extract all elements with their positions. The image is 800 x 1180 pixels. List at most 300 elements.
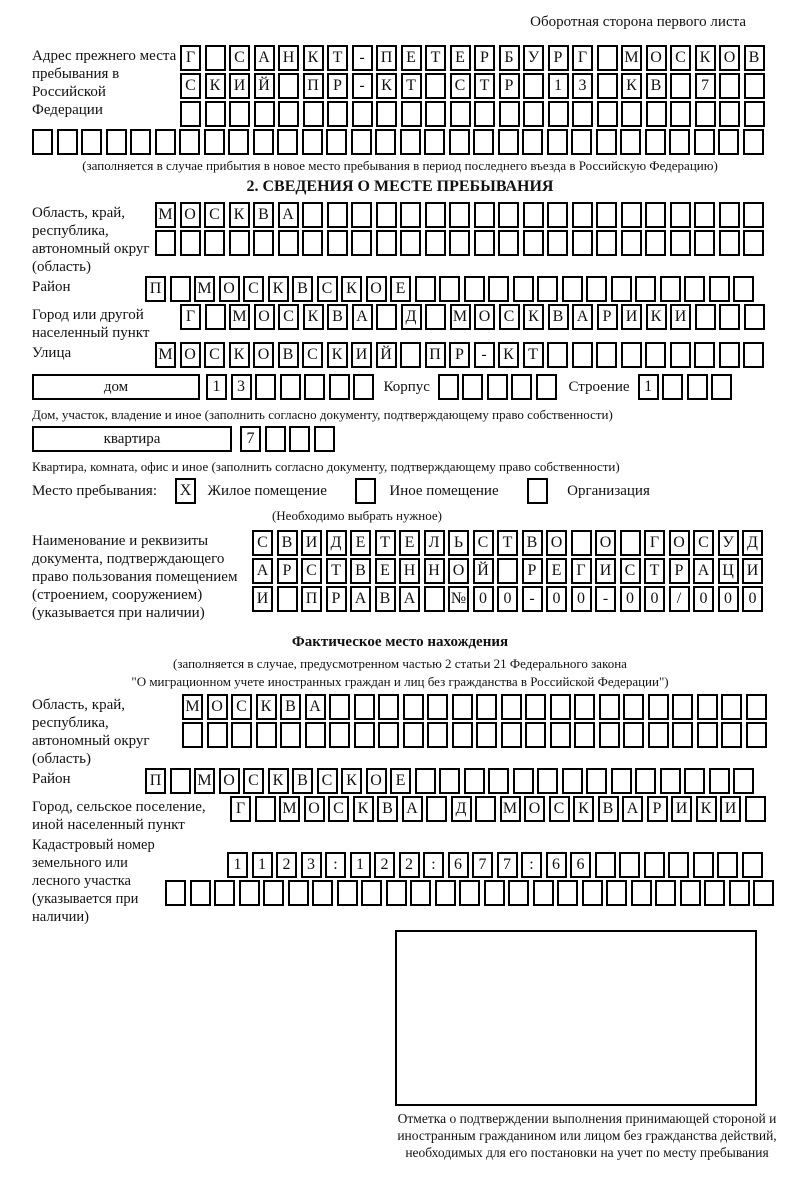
char-box[interactable]: Р — [277, 558, 298, 584]
char-box[interactable] — [744, 101, 765, 127]
char-box[interactable]: 0 — [644, 586, 665, 612]
char-box[interactable] — [449, 230, 470, 256]
char-box[interactable]: И — [720, 796, 741, 822]
char-box[interactable] — [375, 129, 396, 155]
char-box[interactable] — [464, 276, 485, 302]
char-box[interactable] — [498, 202, 519, 228]
char-box[interactable]: Р — [548, 45, 569, 71]
char-box[interactable]: Р — [474, 45, 495, 71]
char-box[interactable] — [474, 202, 495, 228]
char-box[interactable]: У — [523, 45, 544, 71]
char-box[interactable]: А — [350, 586, 371, 612]
char-box[interactable]: П — [145, 768, 166, 794]
char-box[interactable] — [180, 230, 201, 256]
char-box[interactable] — [537, 276, 558, 302]
char-box[interactable] — [361, 880, 382, 906]
char-box[interactable] — [425, 304, 446, 330]
char-box[interactable] — [435, 880, 456, 906]
char-box[interactable]: 3 — [231, 374, 252, 400]
actual-region-row1[interactable] — [182, 694, 770, 720]
char-box[interactable] — [303, 101, 324, 127]
char-box[interactable] — [376, 202, 397, 228]
char-box[interactable]: Е — [350, 530, 371, 556]
char-box[interactable]: А — [693, 558, 714, 584]
char-box[interactable]: В — [646, 73, 667, 99]
char-box[interactable]: Ь — [448, 530, 469, 556]
char-box[interactable] — [425, 73, 446, 99]
char-box[interactable] — [106, 129, 127, 155]
char-box[interactable]: О — [524, 796, 545, 822]
char-box[interactable]: 0 — [693, 586, 714, 612]
char-box[interactable] — [255, 796, 276, 822]
char-box[interactable] — [547, 202, 568, 228]
char-box[interactable] — [180, 101, 201, 127]
char-box[interactable] — [719, 101, 740, 127]
char-box[interactable] — [572, 101, 593, 127]
char-box[interactable]: - — [352, 45, 373, 71]
char-box[interactable]: С — [243, 768, 264, 794]
char-box[interactable] — [621, 202, 642, 228]
char-box[interactable] — [32, 129, 53, 155]
char-box[interactable]: Р — [669, 558, 690, 584]
char-box[interactable] — [571, 129, 592, 155]
char-box[interactable] — [327, 101, 348, 127]
char-box[interactable]: О — [669, 530, 690, 556]
char-box[interactable]: К — [695, 45, 716, 71]
region-row1[interactable] — [155, 202, 768, 228]
char-box[interactable] — [438, 374, 459, 400]
char-box[interactable] — [660, 276, 681, 302]
char-box[interactable]: М — [279, 796, 300, 822]
char-box[interactable]: И — [229, 73, 250, 99]
char-box[interactable] — [403, 722, 424, 748]
char-box[interactable] — [595, 852, 616, 878]
char-box[interactable]: В — [292, 768, 313, 794]
char-box[interactable] — [501, 722, 522, 748]
city-row[interactable] — [180, 304, 768, 330]
char-box[interactable]: О — [254, 304, 275, 330]
char-box[interactable]: Н — [278, 45, 299, 71]
char-box[interactable] — [499, 101, 520, 127]
char-box[interactable] — [474, 230, 495, 256]
char-box[interactable] — [655, 880, 676, 906]
char-box[interactable]: Н — [424, 558, 445, 584]
char-box[interactable] — [586, 276, 607, 302]
char-box[interactable] — [229, 230, 250, 256]
char-box[interactable] — [669, 129, 690, 155]
char-box[interactable] — [548, 101, 569, 127]
char-box[interactable] — [337, 880, 358, 906]
char-box[interactable]: Т — [327, 45, 348, 71]
char-box[interactable]: Д — [742, 530, 763, 556]
char-box[interactable] — [488, 768, 509, 794]
char-box[interactable] — [684, 768, 705, 794]
char-box[interactable]: А — [622, 796, 643, 822]
char-box[interactable] — [670, 101, 691, 127]
char-box[interactable]: Г — [230, 796, 251, 822]
char-box[interactable] — [572, 202, 593, 228]
char-box[interactable]: О — [219, 768, 240, 794]
char-box[interactable] — [376, 101, 397, 127]
char-box[interactable] — [582, 880, 603, 906]
char-box[interactable] — [304, 374, 325, 400]
char-box[interactable] — [742, 852, 763, 878]
char-box[interactable] — [597, 45, 618, 71]
house-cells[interactable] — [206, 374, 378, 400]
char-box[interactable] — [327, 230, 348, 256]
char-box[interactable] — [704, 880, 725, 906]
apartment-cells[interactable] — [240, 426, 338, 452]
char-box[interactable] — [672, 722, 693, 748]
char-box[interactable]: К — [205, 73, 226, 99]
char-box[interactable]: М — [229, 304, 250, 330]
char-box[interactable] — [670, 73, 691, 99]
char-box[interactable]: К — [303, 45, 324, 71]
char-box[interactable]: А — [305, 694, 326, 720]
char-box[interactable] — [745, 796, 766, 822]
char-box[interactable]: О — [595, 530, 616, 556]
char-box[interactable]: 7 — [472, 852, 493, 878]
char-box[interactable]: М — [194, 276, 215, 302]
prev-address-row1[interactable] — [180, 45, 768, 71]
char-box[interactable] — [353, 374, 374, 400]
char-box[interactable] — [746, 694, 767, 720]
char-box[interactable]: К — [327, 342, 348, 368]
stay-type-checkbox-residential[interactable] — [175, 478, 200, 504]
char-box[interactable]: 2 — [374, 852, 395, 878]
char-box[interactable]: 1 — [206, 374, 227, 400]
char-box[interactable] — [697, 694, 718, 720]
char-box[interactable] — [498, 129, 519, 155]
char-box[interactable] — [537, 768, 558, 794]
char-box[interactable] — [620, 530, 641, 556]
char-box[interactable] — [277, 586, 298, 612]
char-box[interactable] — [426, 796, 447, 822]
char-box[interactable]: М — [182, 694, 203, 720]
char-box[interactable]: 0 — [620, 586, 641, 612]
char-box[interactable]: Ц — [718, 558, 739, 584]
char-box[interactable]: Р — [647, 796, 668, 822]
char-box[interactable]: К — [341, 768, 362, 794]
char-box[interactable] — [354, 694, 375, 720]
char-box[interactable]: - — [595, 586, 616, 612]
char-box[interactable] — [302, 202, 323, 228]
char-box[interactable] — [719, 73, 740, 99]
char-box[interactable] — [355, 478, 376, 504]
char-box[interactable] — [721, 694, 742, 720]
char-box[interactable]: П — [303, 73, 324, 99]
char-box[interactable] — [684, 276, 705, 302]
char-box[interactable] — [427, 722, 448, 748]
char-box[interactable] — [277, 129, 298, 155]
char-box[interactable] — [631, 880, 652, 906]
char-box[interactable] — [312, 880, 333, 906]
char-box[interactable] — [694, 129, 715, 155]
char-box[interactable] — [697, 722, 718, 748]
char-box[interactable]: Е — [390, 276, 411, 302]
char-box[interactable] — [214, 880, 235, 906]
char-box[interactable] — [170, 768, 191, 794]
char-box[interactable]: : — [521, 852, 542, 878]
char-box[interactable] — [207, 722, 228, 748]
char-box[interactable]: С — [204, 342, 225, 368]
document-row2[interactable] — [252, 558, 767, 584]
char-box[interactable]: 7 — [695, 73, 716, 99]
char-box[interactable]: В — [350, 558, 371, 584]
char-box[interactable] — [719, 304, 740, 330]
char-box[interactable] — [498, 230, 519, 256]
char-box[interactable] — [574, 694, 595, 720]
char-box[interactable] — [386, 880, 407, 906]
char-box[interactable]: Т — [497, 530, 518, 556]
char-box[interactable]: А — [352, 304, 373, 330]
char-box[interactable] — [547, 342, 568, 368]
char-box[interactable]: С — [317, 768, 338, 794]
char-box[interactable]: В — [522, 530, 543, 556]
char-box[interactable] — [508, 880, 529, 906]
prev-address-row2[interactable] — [180, 73, 768, 99]
char-box[interactable]: 1 — [548, 73, 569, 99]
char-box[interactable] — [288, 880, 309, 906]
char-box[interactable]: Г — [180, 304, 201, 330]
char-box[interactable]: 1 — [252, 852, 273, 878]
char-box[interactable]: О — [448, 558, 469, 584]
char-box[interactable]: Р — [597, 304, 618, 330]
char-box[interactable] — [424, 586, 445, 612]
char-box[interactable]: Е — [399, 530, 420, 556]
char-box[interactable] — [562, 276, 583, 302]
char-box[interactable]: 1 — [227, 852, 248, 878]
char-box[interactable] — [179, 129, 200, 155]
char-box[interactable]: И — [670, 304, 691, 330]
char-box[interactable] — [523, 73, 544, 99]
char-box[interactable]: О — [304, 796, 325, 822]
char-box[interactable]: К — [376, 73, 397, 99]
char-box[interactable]: К — [621, 73, 642, 99]
char-box[interactable] — [562, 768, 583, 794]
char-box[interactable] — [488, 276, 509, 302]
char-box[interactable] — [680, 880, 701, 906]
char-box[interactable] — [621, 101, 642, 127]
char-box[interactable] — [709, 276, 730, 302]
char-box[interactable] — [644, 852, 665, 878]
char-box[interactable] — [550, 694, 571, 720]
char-box[interactable] — [204, 230, 225, 256]
char-box[interactable] — [611, 276, 632, 302]
char-box[interactable] — [574, 722, 595, 748]
char-box[interactable] — [450, 101, 471, 127]
char-box[interactable]: Д — [326, 530, 347, 556]
char-box[interactable] — [376, 304, 397, 330]
char-box[interactable] — [329, 374, 350, 400]
char-box[interactable] — [182, 722, 203, 748]
char-box[interactable]: 6 — [546, 852, 567, 878]
char-box[interactable] — [733, 276, 754, 302]
char-box[interactable] — [425, 101, 446, 127]
char-box[interactable]: С — [620, 558, 641, 584]
char-box[interactable] — [709, 768, 730, 794]
char-box[interactable] — [231, 722, 252, 748]
char-box[interactable] — [439, 276, 460, 302]
char-box[interactable] — [265, 426, 286, 452]
char-box[interactable]: Г — [572, 45, 593, 71]
char-box[interactable] — [597, 101, 618, 127]
char-box[interactable]: К — [229, 202, 250, 228]
char-box[interactable] — [474, 101, 495, 127]
char-box[interactable] — [229, 101, 250, 127]
char-box[interactable]: К — [353, 796, 374, 822]
char-box[interactable] — [302, 129, 323, 155]
char-box[interactable] — [743, 202, 764, 228]
char-box[interactable]: С — [229, 45, 250, 71]
char-box[interactable] — [645, 129, 666, 155]
char-box[interactable] — [599, 722, 620, 748]
char-box[interactable]: В — [280, 694, 301, 720]
char-box[interactable] — [635, 276, 656, 302]
char-box[interactable]: И — [301, 530, 322, 556]
char-box[interactable] — [645, 202, 666, 228]
actual-city-row[interactable] — [230, 796, 769, 822]
char-box[interactable]: № — [448, 586, 469, 612]
char-box[interactable] — [452, 694, 473, 720]
char-box[interactable] — [487, 374, 508, 400]
char-box[interactable]: К — [573, 796, 594, 822]
char-box[interactable] — [586, 768, 607, 794]
char-box[interactable] — [400, 230, 421, 256]
char-box[interactable] — [599, 694, 620, 720]
char-box[interactable] — [753, 880, 774, 906]
char-box[interactable]: М — [450, 304, 471, 330]
char-box[interactable] — [743, 129, 764, 155]
char-box[interactable]: С — [499, 304, 520, 330]
char-box[interactable] — [239, 880, 260, 906]
char-box[interactable] — [619, 852, 640, 878]
char-box[interactable] — [280, 374, 301, 400]
char-box[interactable] — [376, 230, 397, 256]
char-box[interactable] — [695, 304, 716, 330]
char-box[interactable]: 0 — [718, 586, 739, 612]
char-box[interactable] — [205, 45, 226, 71]
char-box[interactable] — [513, 768, 534, 794]
char-box[interactable]: Т — [401, 73, 422, 99]
stay-type-checkbox-organization[interactable] — [527, 478, 552, 504]
char-box[interactable]: А — [402, 796, 423, 822]
char-box[interactable]: С — [670, 45, 691, 71]
char-box[interactable]: В — [253, 202, 274, 228]
char-box[interactable]: - — [352, 73, 373, 99]
char-box[interactable]: А — [254, 45, 275, 71]
char-box[interactable] — [464, 768, 485, 794]
char-box[interactable] — [263, 880, 284, 906]
char-box[interactable]: У — [718, 530, 739, 556]
char-box[interactable]: В — [278, 342, 299, 368]
char-box[interactable]: : — [423, 852, 444, 878]
char-box[interactable] — [711, 374, 732, 400]
char-box[interactable] — [533, 880, 554, 906]
char-box[interactable]: - — [522, 586, 543, 612]
char-box[interactable]: Й — [376, 342, 397, 368]
char-box[interactable]: А — [572, 304, 593, 330]
char-box[interactable] — [718, 129, 739, 155]
char-box[interactable]: О — [180, 202, 201, 228]
char-box[interactable] — [523, 202, 544, 228]
char-box[interactable]: К — [268, 768, 289, 794]
char-box[interactable] — [547, 129, 568, 155]
char-box[interactable] — [427, 694, 448, 720]
char-box[interactable]: X — [175, 478, 196, 504]
char-box[interactable]: / — [669, 586, 690, 612]
char-box[interactable] — [523, 101, 544, 127]
char-box[interactable] — [733, 768, 754, 794]
char-box[interactable]: Т — [375, 530, 396, 556]
char-box[interactable] — [721, 722, 742, 748]
char-box[interactable]: П — [301, 586, 322, 612]
char-box[interactable]: Б — [499, 45, 520, 71]
char-box[interactable] — [278, 230, 299, 256]
char-box[interactable]: К — [498, 342, 519, 368]
char-box[interactable]: И — [671, 796, 692, 822]
char-box[interactable] — [329, 722, 350, 748]
char-box[interactable] — [525, 694, 546, 720]
char-box[interactable] — [400, 129, 421, 155]
char-box[interactable] — [204, 129, 225, 155]
char-box[interactable] — [645, 230, 666, 256]
char-box[interactable]: И — [351, 342, 372, 368]
char-box[interactable]: М — [621, 45, 642, 71]
char-box[interactable] — [621, 230, 642, 256]
stay-type-checkbox-other[interactable] — [355, 478, 380, 504]
char-box[interactable] — [155, 230, 176, 256]
char-box[interactable]: Т — [644, 558, 665, 584]
char-box[interactable]: О — [546, 530, 567, 556]
char-box[interactable] — [513, 276, 534, 302]
char-box[interactable]: А — [252, 558, 273, 584]
char-box[interactable] — [403, 694, 424, 720]
char-box[interactable]: 1 — [350, 852, 371, 878]
char-box[interactable]: И — [742, 558, 763, 584]
char-box[interactable] — [462, 374, 483, 400]
char-box[interactable]: В — [375, 586, 396, 612]
char-box[interactable]: И — [621, 304, 642, 330]
char-box[interactable] — [687, 374, 708, 400]
char-box[interactable] — [550, 722, 571, 748]
char-box[interactable]: В — [327, 304, 348, 330]
char-box[interactable]: С — [278, 304, 299, 330]
char-box[interactable] — [670, 230, 691, 256]
char-box[interactable] — [378, 722, 399, 748]
char-box[interactable]: Е — [546, 558, 567, 584]
char-box[interactable]: 2 — [399, 852, 420, 878]
char-box[interactable] — [572, 230, 593, 256]
char-box[interactable]: : — [325, 852, 346, 878]
char-box[interactable] — [694, 202, 715, 228]
char-box[interactable]: В — [548, 304, 569, 330]
char-box[interactable] — [693, 852, 714, 878]
char-box[interactable] — [452, 722, 473, 748]
char-box[interactable]: П — [425, 342, 446, 368]
char-box[interactable]: И — [252, 586, 273, 612]
char-box[interactable] — [449, 129, 470, 155]
region-row2[interactable] — [155, 230, 768, 256]
char-box[interactable] — [81, 129, 102, 155]
char-box[interactable] — [719, 202, 740, 228]
char-box[interactable] — [596, 230, 617, 256]
char-box[interactable] — [278, 73, 299, 99]
char-box[interactable]: Е — [450, 45, 471, 71]
char-box[interactable] — [547, 230, 568, 256]
char-box[interactable]: В — [292, 276, 313, 302]
char-box[interactable]: С — [180, 73, 201, 99]
